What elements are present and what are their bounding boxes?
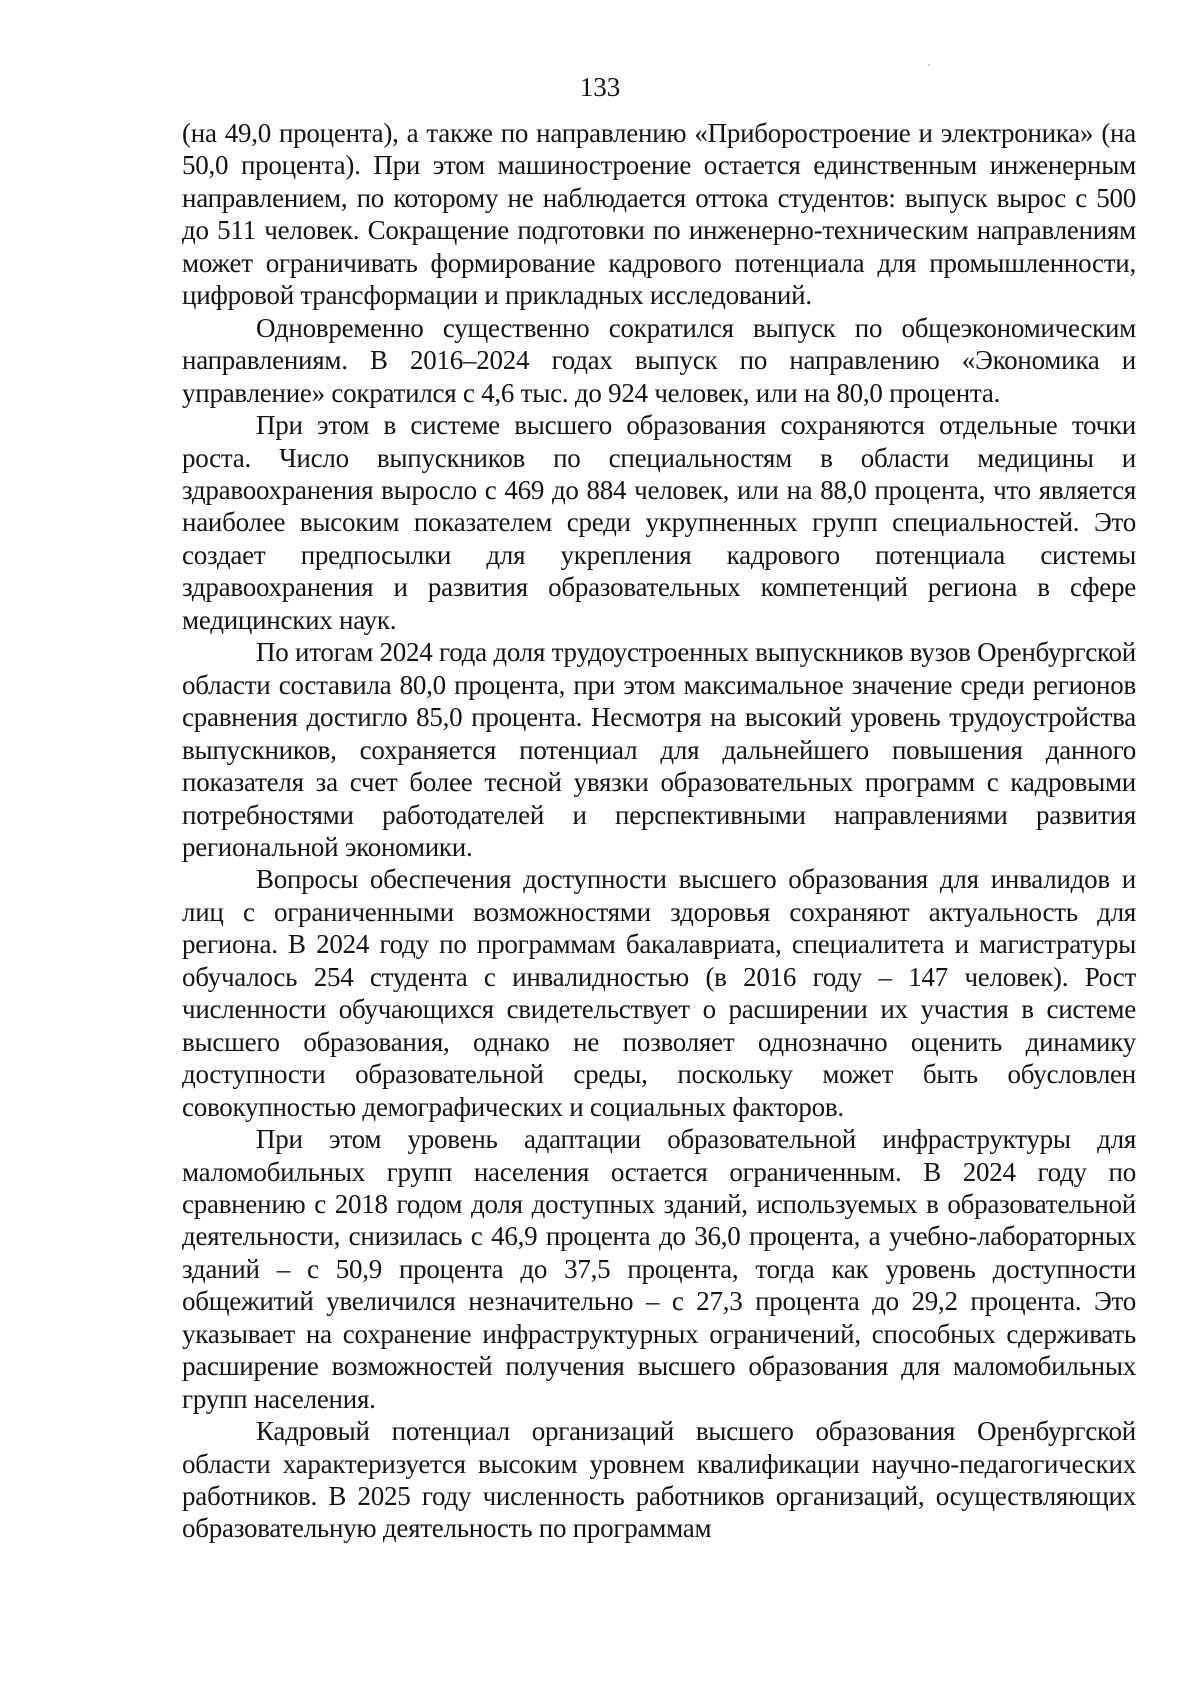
paragraph-disability-access: Вопросы обеспечения доступности высшего образования для инвалидов и лиц с ограниченными возможностями здоровья сохраняют актуальность для региона. В 2024 году по программам бакалавриата, специалитета и магистратуры обучалось 254 студента с инвалидностью (в 2016 году – 147 человек). Рост численности обучающихся свидетельствует о расширении их участия в системе высшего образования, однако не позволяет однозначно оценить динамику доступности образовательной среды, поскольку может быть обусловлен совокупностью демографических и социальных факторов. — [182, 864, 1136, 1122]
paragraph-infrastructure-adaptation: При этом уровень адаптации образовательной инфраструктуры для маломобильных групп населения остается ограниченным. В 2024 году по сравнению с 2018 годом доля доступных зданий, используемых в образовательной деятельности, снизилась с 46,9 процента до 36,0 процента, а учебно-лабораторных зданий – с 50,9 процента до 37,5 процента, тогда как уровень доступности общежитий увеличился незначительно – с 27,3 процента до 29,2 процента. Это указывает на сохранение инфраструктурных ограничений, способных сдерживать расширение возможностей получения высшего образования для маломобильных групп населения. — [182, 1124, 1136, 1414]
page-number: 133 — [579, 72, 621, 102]
paragraph-staff-potential: Кадровый потенциал организаций высшего образования Оренбургской области характеризуется высоким уровнем квалификации научно-педагогических работников. В 2025 году численность работников организаций, осуществляющих образовательную деятельность по программам — [182, 1416, 1136, 1544]
paragraph-employment-share: По итогам 2024 года доля трудоустроенных выпускников вузов Оренбургской области составила 80,0 процента, при этом максимальное значение среди регионов сравнения достигло 85,0 процента. Несмотря на высокий уровень трудоустройства выпускников, сохраняется потенциал для дальнейшего повышения данного показателя за счет более тесной увязки образовательных программ с кадровыми потребностями работодателей и перспективными направлениями развития региональной экономики. — [182, 637, 1136, 862]
paragraph-continuation: (на 49,0 процента), а также по направлению «Приборостроение и электроника» (на 50,0 процента). При этом машиностроение остается единственным инженерным направлением, по которому не наблюдается оттока студентов: выпуск вырос с 500 до 511 человек. Сокращение подготовки по инженерно-техническим направлениям может ограничивать формирование кадрового потенциала для промышленности, цифровой трансформации и прикладных исследований. — [182, 118, 1136, 311]
paragraph-medicine-growth: При этом в системе высшего образования сохраняются отдельные точки роста. Число выпускников по специальностям в области медицины и здравоохранения выросло с 469 до 884 человек, или на 88,0 процента, что является наиболее высоким показателем среди укрупненных групп специальностей. Это создает предпосылки для укрепления кадрового потенциала системы здравоохранения и развития образовательных компетенций региона в сфере медицинских наук. — [182, 410, 1136, 635]
scan-speck — [928, 64, 930, 66]
body-text — [182, 117, 1136, 1545]
paragraph-economics-graduates: Одновременно существенно сократился выпуск по общеэкономическим направлениям. В 2016–2024 годах выпуск по направлению «Экономика и управление» сократился с 4,6 тыс. до 924 человек, или на 80,0 процента. — [182, 312, 1136, 408]
